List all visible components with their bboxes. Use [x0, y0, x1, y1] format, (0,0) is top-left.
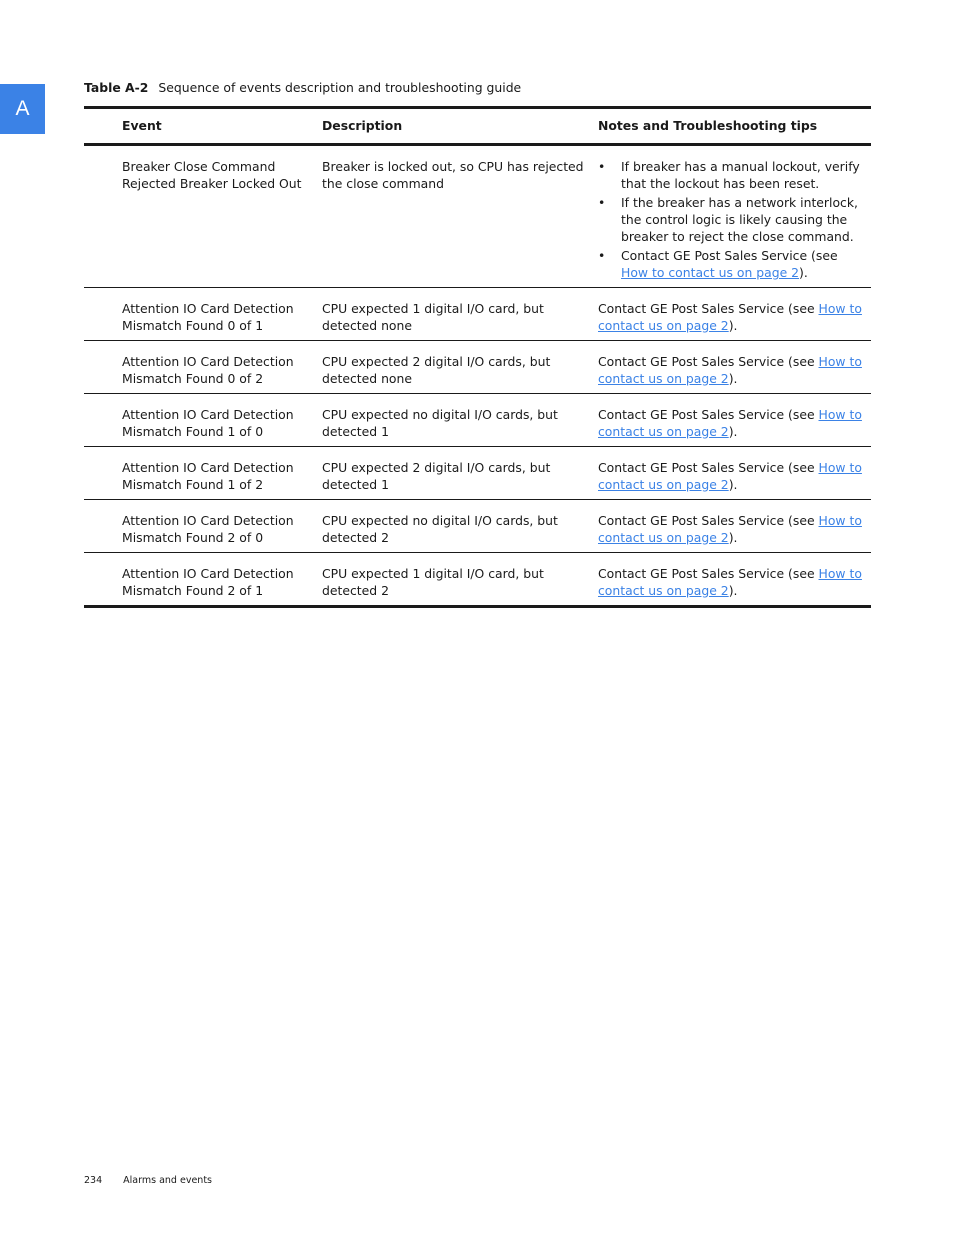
- notes-suffix: ).: [728, 583, 738, 598]
- table-caption: [84, 80, 521, 95]
- table-caption-label: Table A-2: [84, 80, 149, 95]
- contact-us-link[interactable]: How to contact us on page 2: [598, 460, 862, 492]
- contact-us-link[interactable]: How to contact us on page 2: [598, 354, 862, 386]
- description-cell: CPU expected 2 digital I/O cards, but detected 1: [322, 460, 551, 492]
- notes-prefix: Contact GE Post Sales Service (see: [598, 407, 819, 422]
- contact-us-link[interactable]: How to contact us on page 2: [598, 513, 862, 545]
- notes-cell: [598, 512, 866, 546]
- notes-cell: [598, 406, 866, 440]
- header-description: Description: [322, 118, 403, 133]
- notes-cell: [598, 459, 866, 493]
- table-row: [84, 146, 871, 288]
- notes-prefix: Contact GE Post Sales Service (see: [598, 513, 819, 528]
- notes-cell: [598, 300, 866, 334]
- event-cell: Attention IO Card Detection Mismatch Found 2 of 1: [122, 566, 294, 598]
- contact-us-link[interactable]: How to contact us on page 2: [598, 407, 862, 439]
- notes-prefix: Contact GE Post Sales Service (see: [598, 460, 819, 475]
- notes-cell: [598, 565, 866, 599]
- header-event: Event: [122, 118, 162, 133]
- notes-bullet-list: [598, 158, 868, 283]
- contact-us-link[interactable]: How to contact us on page 2: [598, 301, 862, 333]
- table-caption-text: Sequence of events description and troubleshooting guide: [158, 80, 522, 95]
- event-cell: Breaker Close Command Rejected Breaker Locked Out: [122, 159, 302, 191]
- description-cell: Breaker is locked out, so CPU has rejected the close command: [322, 159, 584, 191]
- table-header: [84, 109, 871, 146]
- notes-bullet: • If breaker has a manual lockout, verify that the lockout has been reset.: [598, 158, 868, 192]
- events-table: [84, 106, 871, 608]
- page-number: 234: [84, 1175, 103, 1186]
- description-cell: CPU expected no digital I/O cards, but detected 1: [322, 407, 558, 439]
- notes-suffix: ).: [728, 371, 738, 386]
- event-cell: Attention IO Card Detection Mismatch Found 0 of 1: [122, 301, 294, 333]
- description-cell: CPU expected 1 digital I/O card, but detected none: [322, 301, 544, 333]
- table-row: [84, 341, 871, 394]
- notes-bullet: [598, 247, 868, 281]
- description-cell: CPU expected 2 digital I/O cards, but detected none: [322, 354, 551, 386]
- description-cell: CPU expected 1 digital I/O card, but detected 2: [322, 566, 544, 598]
- notes-suffix: ).: [799, 265, 808, 280]
- event-cell: Attention IO Card Detection Mismatch Found 1 of 0: [122, 407, 294, 439]
- notes-prefix: Contact GE Post Sales Service (see: [598, 301, 819, 316]
- table-row: [84, 500, 871, 553]
- contact-us-link[interactable]: How to contact us on page 2: [621, 265, 800, 280]
- notes-suffix: ).: [728, 318, 738, 333]
- notes-prefix: Contact GE Post Sales Service (see: [598, 566, 819, 581]
- table-row: [84, 553, 871, 605]
- notes-suffix: ).: [728, 477, 738, 492]
- chapter-tab-letter: A: [15, 97, 30, 120]
- table-row: [84, 288, 871, 341]
- notes-bullet: • If the breaker has a network interlock, the control logic is likely causing the breaker to reject the close command.: [598, 194, 868, 245]
- chapter-tab: [0, 84, 45, 134]
- notes-suffix: ).: [728, 530, 738, 545]
- description-cell: CPU expected no digital I/O cards, but detected 2: [322, 513, 558, 545]
- event-cell: Attention IO Card Detection Mismatch Found 0 of 2: [122, 354, 294, 386]
- event-cell: Attention IO Card Detection Mismatch Found 1 of 2: [122, 460, 294, 492]
- footer-section: Alarms and events: [123, 1175, 212, 1186]
- table-row: [84, 394, 871, 447]
- contact-us-link[interactable]: How to contact us on page 2: [598, 566, 862, 598]
- table-row: [84, 447, 871, 500]
- notes-prefix: Contact GE Post Sales Service (see: [598, 354, 819, 369]
- notes-prefix: Contact GE Post Sales Service (see: [621, 248, 838, 263]
- header-notes: Notes and Troubleshooting tips: [598, 118, 818, 133]
- event-cell: Attention IO Card Detection Mismatch Found 2 of 0: [122, 513, 294, 545]
- page-footer: [84, 1175, 230, 1186]
- notes-cell: [598, 353, 866, 387]
- notes-suffix: ).: [728, 424, 738, 439]
